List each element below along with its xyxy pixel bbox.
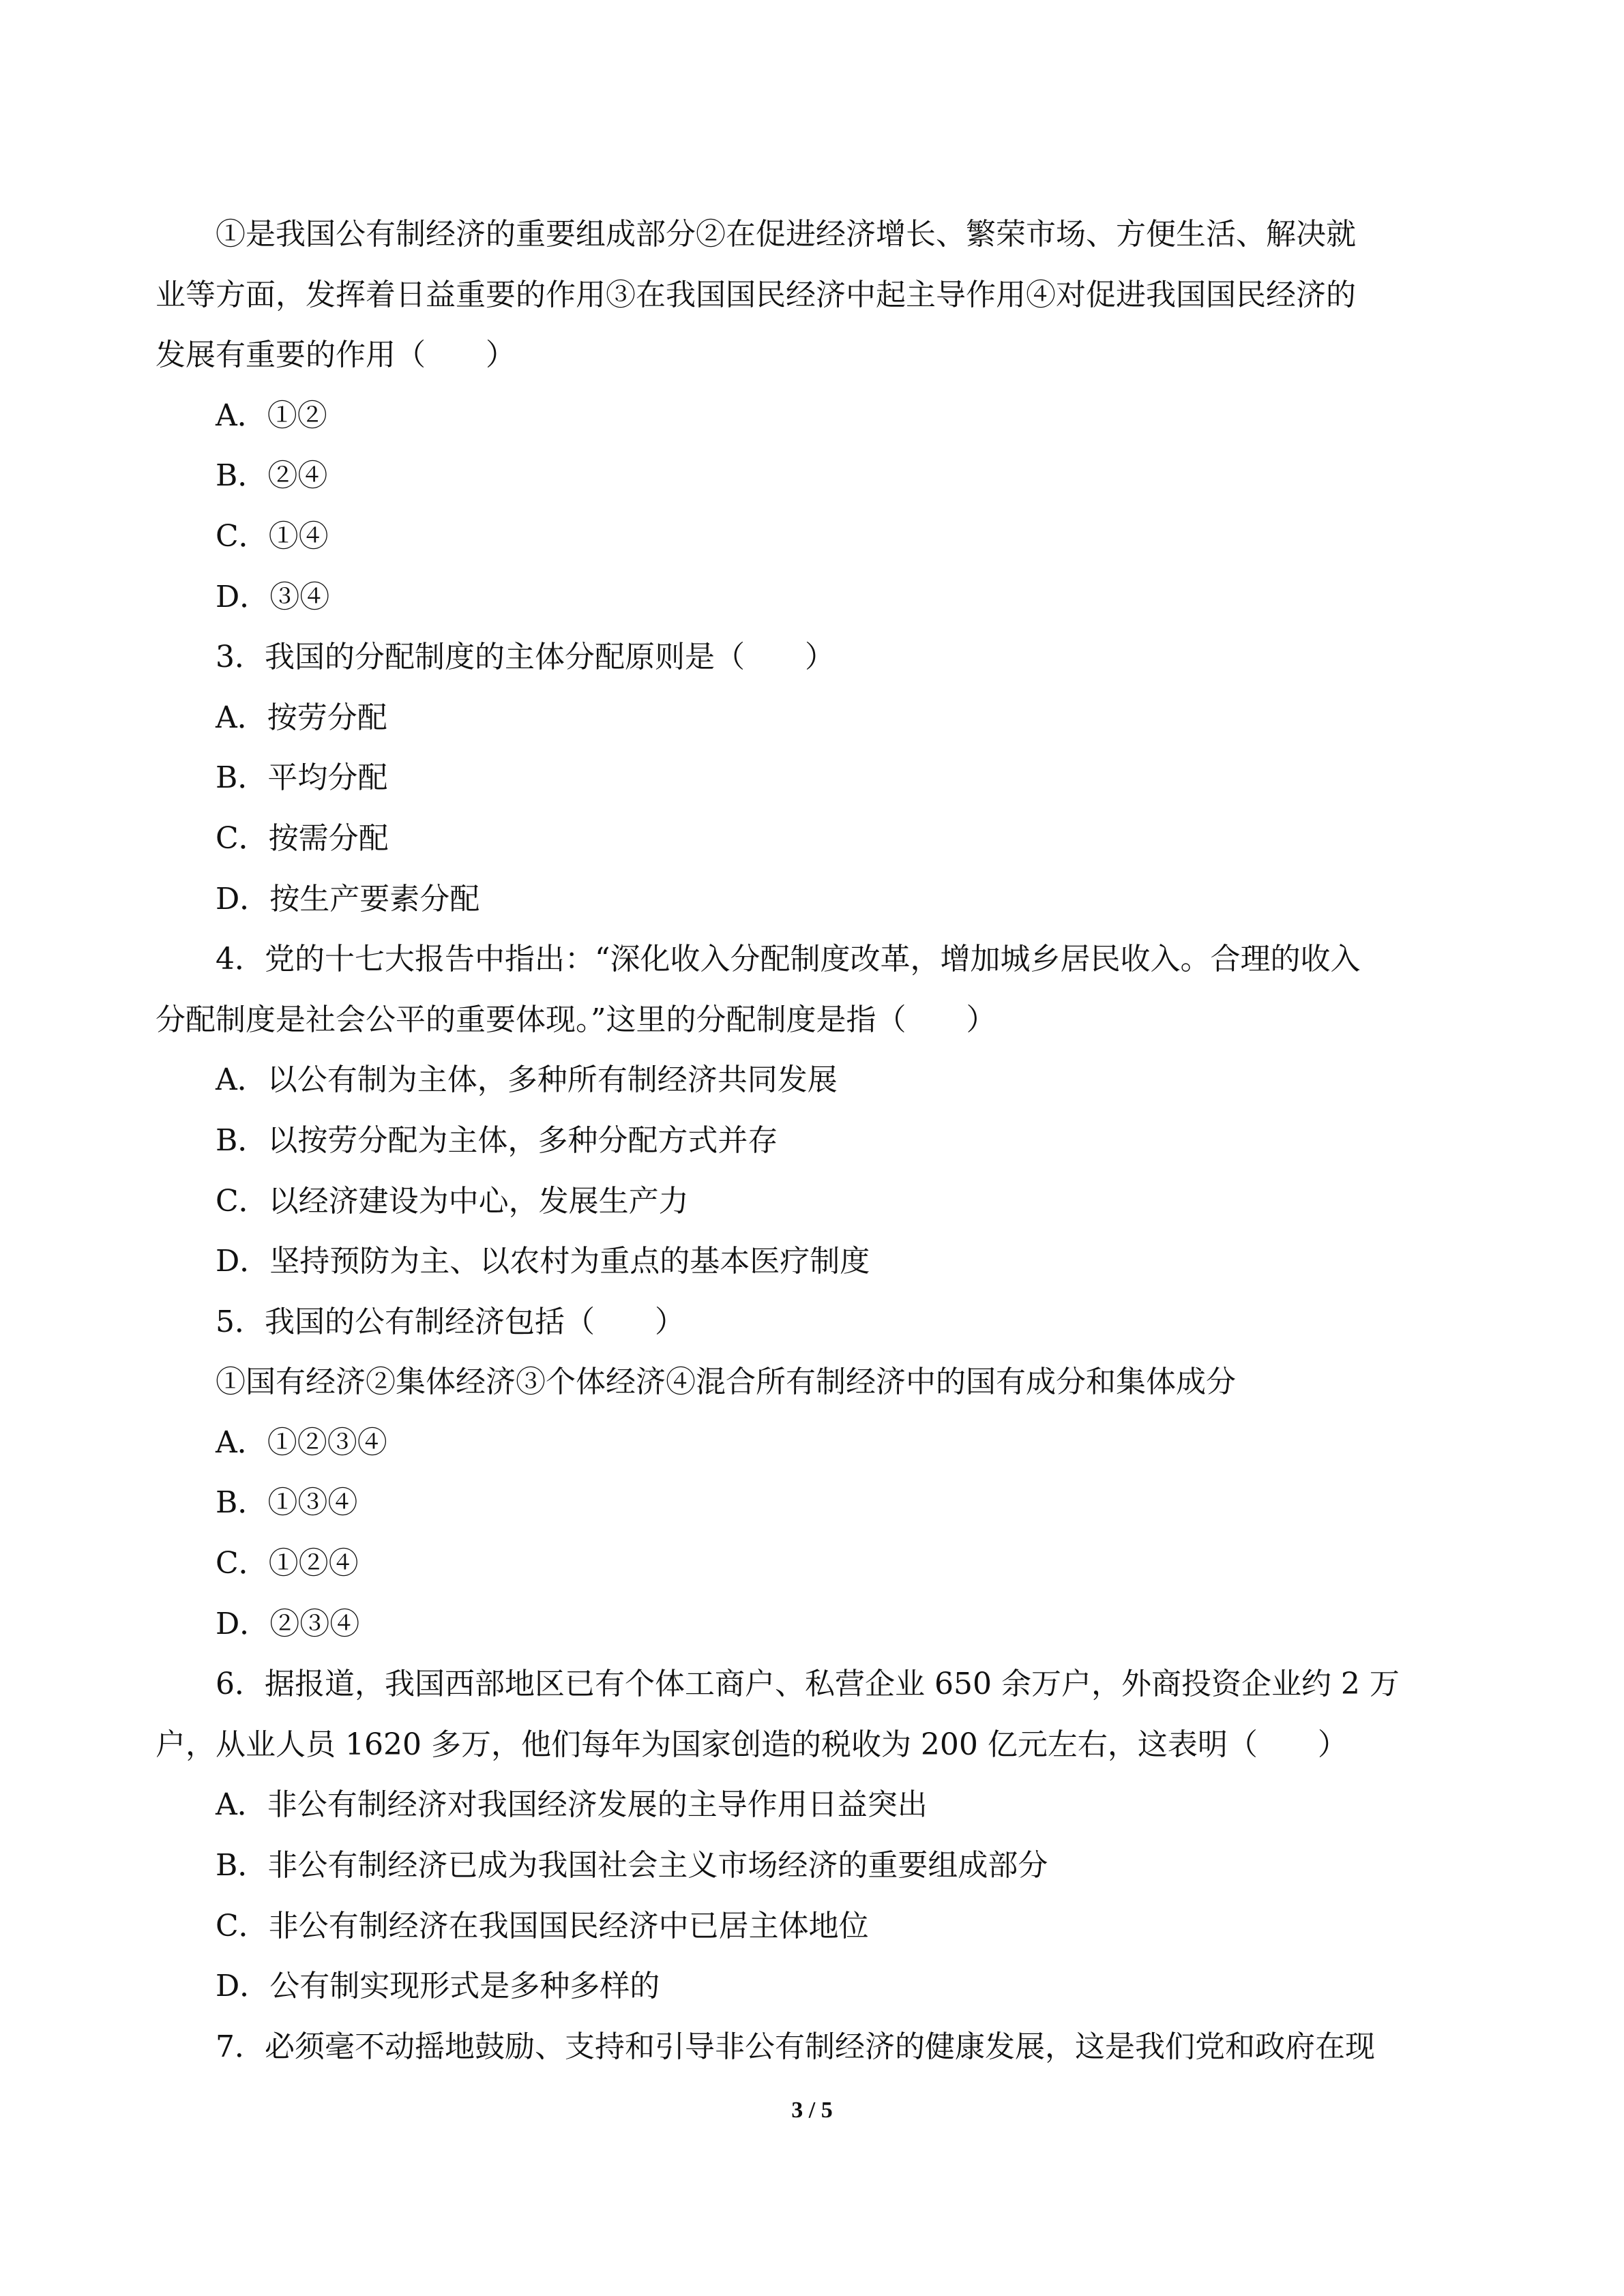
text-line: A．非公有制经济对我国经济发展的主导作用日益突出 (216, 1787, 928, 1823)
text-line: D．按生产要素分配 (216, 881, 480, 916)
text-line: B．①③④ (216, 1485, 358, 1521)
text-line: B．②④ (216, 458, 328, 494)
text-line: 7．必须毫不动摇地鼓励、支持和引导非公有制经济的健康发展，这是我们党和政府在现 (216, 2029, 1375, 2064)
page-number: 3 / 5 (791, 2098, 833, 2123)
text-line: A．①②③④ (216, 1425, 387, 1460)
text-line: C．①④ (216, 518, 329, 554)
text-line: C．按需分配 (216, 820, 389, 856)
text-line: ①国有经济②集体经济③个体经济④混合所有制经济中的国有成分和集体成分 (216, 1365, 1236, 1400)
text-line: B．以按劳分配为主体，多种分配方式并存 (216, 1122, 778, 1158)
text-line: 发展有重要的作用（ ） (156, 338, 516, 373)
text-line: D．②③④ (216, 1606, 360, 1641)
text-line: D．公有制实现形式是多种多样的 (216, 1969, 660, 2004)
text-line: C．以经济建设为中心，发展生产力 (216, 1183, 689, 1219)
page-content (156, 205, 1486, 2077)
text-line: C．①②④ (216, 1546, 359, 1581)
text-line: 分配制度是社会公平的重要体现。”这里的分配制度是指（ ） (156, 1002, 996, 1037)
text-line: D．③④ (216, 579, 330, 614)
text-line: 4．党的十七大报告中指出：“深化收入分配制度改革，增加城乡居民收入。合理的收入 (216, 942, 1361, 977)
text-line: B．非公有制经济已成为我国社会主义市场经济的重要组成部分 (216, 1848, 1048, 1883)
text-line: A．以公有制为主体，多种所有制经济共同发展 (216, 1062, 838, 1098)
text-line: B．平均分配 (216, 760, 388, 796)
text-line: A．①② (216, 398, 327, 433)
text-line: ①是我国公有制经济的重要组成部分②在促进经济增长、繁荣市场、方便生活、解决就 (216, 217, 1356, 252)
text-line: 3．我国的分配制度的主体分配原则是（ ） (216, 640, 835, 675)
text-line: 5．我国的公有制经济包括（ ） (216, 1304, 685, 1339)
text-line: C．非公有制经济在我国国民经济中已居主体地位 (216, 1908, 869, 1943)
text-line: 户，从业人员 1620 多万，他们每年为国家创造的税收为 200 亿元左右，这表明（ ） (156, 1727, 1348, 1762)
text-line: A．按劳分配 (216, 700, 387, 735)
text-line: D．坚持预防为主、以农村为重点的基本医疗制度 (216, 1244, 870, 1279)
text-line: 业等方面，发挥着日益重要的作用③在我国国民经济中起主导作用④对促进我国国民经济的 (156, 277, 1356, 312)
text-line: 6．据报道，我国西部地区已有个体工商户、私营企业 650 余万户，外商投资企业约 2 万 (216, 1667, 1400, 1702)
